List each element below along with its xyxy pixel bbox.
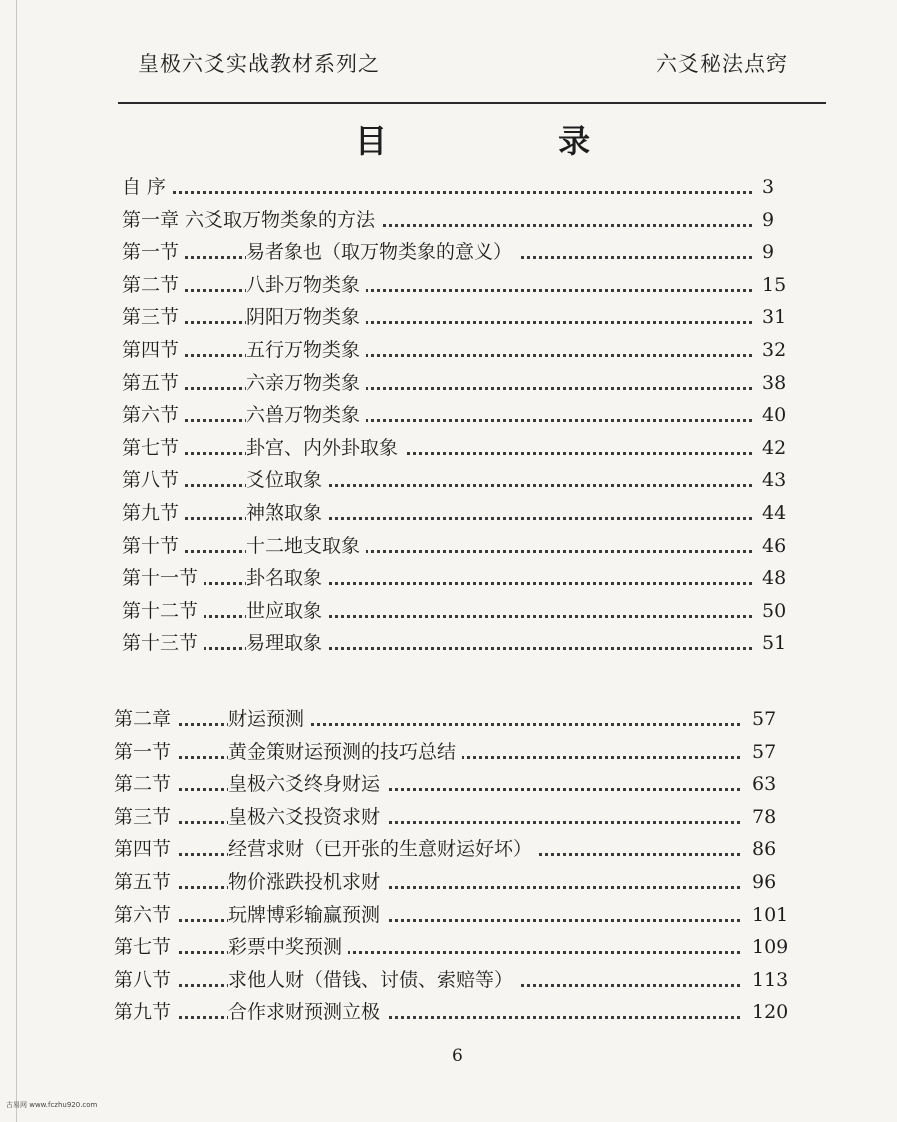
toc-entry-page: 78	[752, 805, 777, 828]
toc-entry-label: 第一节	[122, 237, 185, 267]
toc-entry	[114, 867, 812, 897]
running-header	[138, 48, 788, 78]
toc-entry-title: 皇极六爻投资求财	[228, 802, 386, 832]
toc-entry-page: 48	[762, 567, 787, 590]
toc-entry-title: 玩牌博彩输赢预测	[228, 900, 386, 930]
toc-entry-label: 第五节	[114, 867, 177, 897]
toc-entry	[122, 302, 822, 332]
toc-entry-title: 易者象也（取万物类象的意义）	[246, 237, 518, 267]
toc-entry-page: 63	[752, 773, 777, 796]
toc-entry	[122, 335, 822, 365]
toc-entry	[114, 737, 812, 767]
toc-entry-page: 15	[762, 273, 787, 296]
toc-entry	[114, 834, 812, 864]
toc-entry-page: 40	[762, 404, 787, 427]
toc-entry-page: 96	[752, 871, 777, 893]
toc-entry-title: 六亲万物类象	[246, 368, 366, 398]
toc-entry-label: 第九节	[114, 997, 177, 1027]
toc-entry	[114, 769, 812, 799]
toc-entry-page: 50	[762, 599, 787, 622]
toc-entry-label: 第十一节	[122, 563, 204, 593]
toc-entry-page: 57	[752, 708, 777, 730]
toc-entry-title: 世应取象	[246, 596, 328, 626]
toc-entry-title: 易理取象	[246, 628, 328, 658]
toc-entry-label: 第二章	[114, 704, 177, 734]
toc-entry-title: 皇极六爻终身财运	[228, 769, 386, 799]
toc-entry-label: 第二节	[114, 769, 177, 799]
toc-entry-title: 财运预测	[228, 704, 310, 734]
toc-entry-title: 五行万物类象	[246, 335, 366, 365]
toc-entry-title: 物价涨跌投机求财	[228, 867, 386, 897]
toc-entry-title: 阴阳万物类象	[246, 302, 366, 332]
toc-entry	[114, 932, 812, 962]
toc-entry-page: 51	[762, 632, 787, 655]
toc-entry	[114, 900, 812, 930]
toc-entry-label: 第八节	[122, 465, 185, 495]
toc-entry-title: 八卦万物类象	[246, 270, 366, 300]
toc-entry	[122, 498, 822, 528]
toc-entry	[114, 802, 812, 832]
toc-entry-page: 101	[752, 903, 789, 926]
toc-entry-title: 六兽万物类象	[246, 400, 366, 430]
toc-entry	[122, 563, 822, 593]
toc-entry-title: 十二地支取象	[246, 531, 366, 561]
toc-entry-page: 9	[762, 241, 775, 264]
toc-entry	[122, 531, 822, 561]
toc-entry-title: 黄金策财运预测的技巧总结	[228, 737, 462, 767]
toc-entry-label: 第三节	[122, 302, 185, 332]
toc-entry-page: 86	[752, 838, 777, 861]
toc-entry-page: 44	[762, 502, 787, 524]
toc-entry-page: 120	[752, 1001, 789, 1024]
page-edge-line	[16, 0, 17, 1122]
toc-entry-page: 42	[762, 436, 787, 459]
toc-entry	[122, 270, 822, 300]
toc-title: 目 录	[355, 122, 671, 160]
toc-entry-title: 经营求财（已开张的生意财运好坏）	[228, 834, 538, 864]
toc-entry-page: 38	[762, 371, 787, 394]
toc-entry	[114, 997, 812, 1027]
toc-entry-title: 合作求财预测立极	[228, 997, 386, 1027]
toc-entry-label: 第四节	[114, 834, 177, 864]
toc-entry-label: 第九节	[122, 498, 185, 528]
series-title: 皇极六爻实战教材系列之	[138, 52, 380, 76]
toc-entry-label: 第一章 六爻取万物类象的方法	[122, 205, 381, 235]
toc-entry-title: 爻位取象	[246, 465, 328, 495]
toc-entry-label: 第七节	[122, 433, 185, 463]
toc-entry	[122, 172, 822, 202]
toc-entry-title: 卦名取象	[246, 563, 328, 593]
toc-entry	[122, 628, 822, 658]
toc-entry-label: 第十二节	[122, 596, 204, 626]
toc-entry-label: 第四节	[122, 335, 185, 365]
toc-entry-label: 第六节	[122, 400, 185, 430]
toc-entry-title: 彩票中奖预测	[228, 932, 348, 962]
toc-entry	[122, 237, 822, 267]
toc-entry	[122, 433, 822, 463]
site-watermark: 古易网 www.fczhu920.com	[6, 1101, 98, 1109]
toc-entry	[114, 965, 812, 995]
toc-entry-page: 32	[762, 339, 787, 361]
toc-entry-title: 卦宫、内外卦取象	[246, 433, 404, 463]
toc-entry	[122, 596, 822, 626]
toc-entry-page: 3	[762, 176, 775, 198]
book-title: 六爻秘法点窍	[656, 52, 788, 76]
toc-entry	[122, 368, 822, 398]
toc-entry-page: 57	[752, 740, 777, 763]
dot-leader	[162, 191, 752, 194]
toc-entry-page: 113	[752, 968, 789, 991]
page-number: 6	[452, 1046, 463, 1066]
toc-entry	[122, 205, 822, 235]
toc-entry-page: 9	[762, 208, 775, 231]
toc-entry	[114, 704, 812, 734]
toc-entry-title: 求他人财（借钱、讨债、索赔等）	[228, 965, 519, 995]
toc-entry	[122, 465, 822, 495]
toc-entry-label: 第二节	[122, 270, 185, 300]
toc-entry-page: 43	[762, 469, 787, 492]
toc-entry-label: 第八节	[114, 965, 177, 995]
toc-entry	[122, 400, 822, 430]
toc-entry-title: 神煞取象	[246, 498, 328, 528]
toc-entry-label: 第十节	[122, 531, 185, 561]
toc-entry-label: 第五节	[122, 368, 185, 398]
toc-entry-label: 第七节	[114, 932, 177, 962]
toc-entry-label: 自 序	[122, 172, 172, 202]
header-rule	[118, 102, 826, 104]
toc-entry-label: 第六节	[114, 900, 177, 930]
toc-entry-page: 109	[752, 936, 789, 959]
toc-entry-label: 第十三节	[122, 628, 204, 658]
toc-entry-page: 31	[762, 306, 787, 329]
toc-entry-label: 第三节	[114, 802, 177, 832]
toc-entry-page: 46	[762, 534, 787, 557]
toc-entry-label: 第一节	[114, 737, 177, 767]
